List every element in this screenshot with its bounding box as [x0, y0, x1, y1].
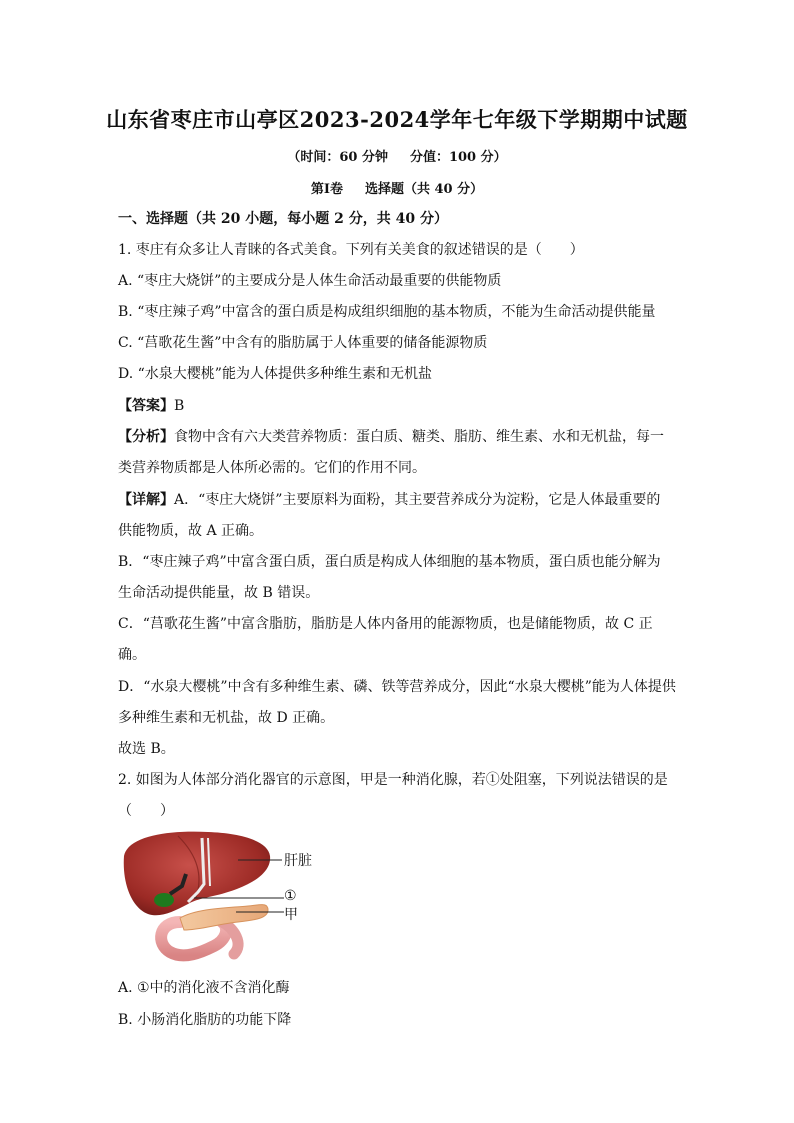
digestive-organs-illustration: [118, 826, 338, 966]
part-name: 第Ⅰ卷: [310, 182, 343, 197]
q1-detail-line-8: 多种维生素和无机盐，故 D 正确。: [118, 710, 335, 726]
q1-option-a: A. “枣庄大烧饼”的主要成分是人体生命活动最重要的供能物质: [118, 273, 502, 289]
q1-detail-line-5: C．“莒歌花生酱”中富含脂肪，脂肪是人体内备用的能源物质，也是储能物质，故 C 正: [118, 616, 653, 632]
exam-time: （时间：60 分钟: [287, 150, 388, 165]
exam-score: 分值：100 分）: [409, 150, 507, 165]
section-heading: 一、选择题（共 20 小题，每小题 2 分，共 40 分）: [118, 211, 448, 227]
liver-shape: [124, 832, 270, 916]
analysis-text-1: 食物中含有六大类营养物质：蛋白质、糖类、脂肪、维生素、水和无机盐，每一: [174, 429, 664, 445]
q2-stem-line-2: （ ）: [118, 803, 174, 819]
q1-detail-line-9: 故选 B。: [118, 741, 175, 757]
exam-info: [0, 146, 794, 165]
q1-analysis-line-1: [118, 426, 664, 446]
q1-option-b: B. “枣庄辣子鸡”中富含的蛋白质是构成组织细胞的基本物质，不能为生命活动提供能量: [118, 304, 656, 320]
q1-detail-line-4: 生命活动提供能量，故 B 错误。: [118, 585, 320, 601]
q1-analysis-line-2: 类营养物质都是人体所必需的。它们的作用不同。: [118, 460, 426, 476]
liver-label: 肝脏: [284, 853, 312, 869]
q1-detail-line-1: [118, 489, 660, 509]
q1-detail-line-3: B．“枣庄辣子鸡”中富含蛋白质，蛋白质是构成人体细胞的基本物质，蛋白质也能分解为: [118, 554, 661, 570]
answer-value: B: [174, 398, 185, 414]
detail-text-1: A．“枣庄大烧饼”主要原料为面粉，其主要营养成分为淀粉，它是人体最重要的: [174, 492, 661, 508]
detail-tag: 【详解】: [118, 492, 174, 508]
q2-option-b: B. 小肠消化脂肪的功能下降: [118, 1012, 292, 1028]
analysis-tag: 【分析】: [118, 429, 174, 445]
q1-answer: [118, 395, 184, 415]
part-heading: [0, 178, 794, 197]
q2-option-a: A. ①中的消化液不含消化酶: [118, 980, 290, 996]
q1-option-d: D. “水泉大樱桃”能为人体提供多种维生素和无机盐: [118, 366, 432, 382]
answer-tag: 【答案】: [118, 398, 174, 414]
q1-detail-line-6: 确。: [118, 647, 146, 663]
digestive-organs-figure: [118, 826, 338, 966]
q1-stem: 1. 枣庄有众多让人青睐的各式美食。下列有关美食的叙述错误的是（ ）: [118, 242, 584, 258]
gland-label: 甲: [284, 907, 298, 923]
duct-label: ①: [284, 888, 297, 904]
page-title: 山东省枣庄市山亭区2023-2024学年七年级下学期期中试题: [106, 107, 688, 132]
q1-detail-line-2: 供能物质，故 A 正确。: [118, 523, 264, 539]
q1-detail-line-7: D．“水泉大樱桃”中含有多种维生素、磷、铁等营养成分，因此“水泉大樱桃”能为人体提供: [118, 679, 676, 695]
q1-option-c: C. “莒歌花生酱”中含有的脂肪属于人体重要的储备能源物质: [118, 335, 488, 351]
part-desc: 选择题（共 40 分）: [364, 182, 484, 197]
q2-stem-line-1: 2. 如图为人体部分消化器官的示意图，甲是一种消化腺，若①处阻塞，下列说法错误的是: [118, 772, 668, 788]
